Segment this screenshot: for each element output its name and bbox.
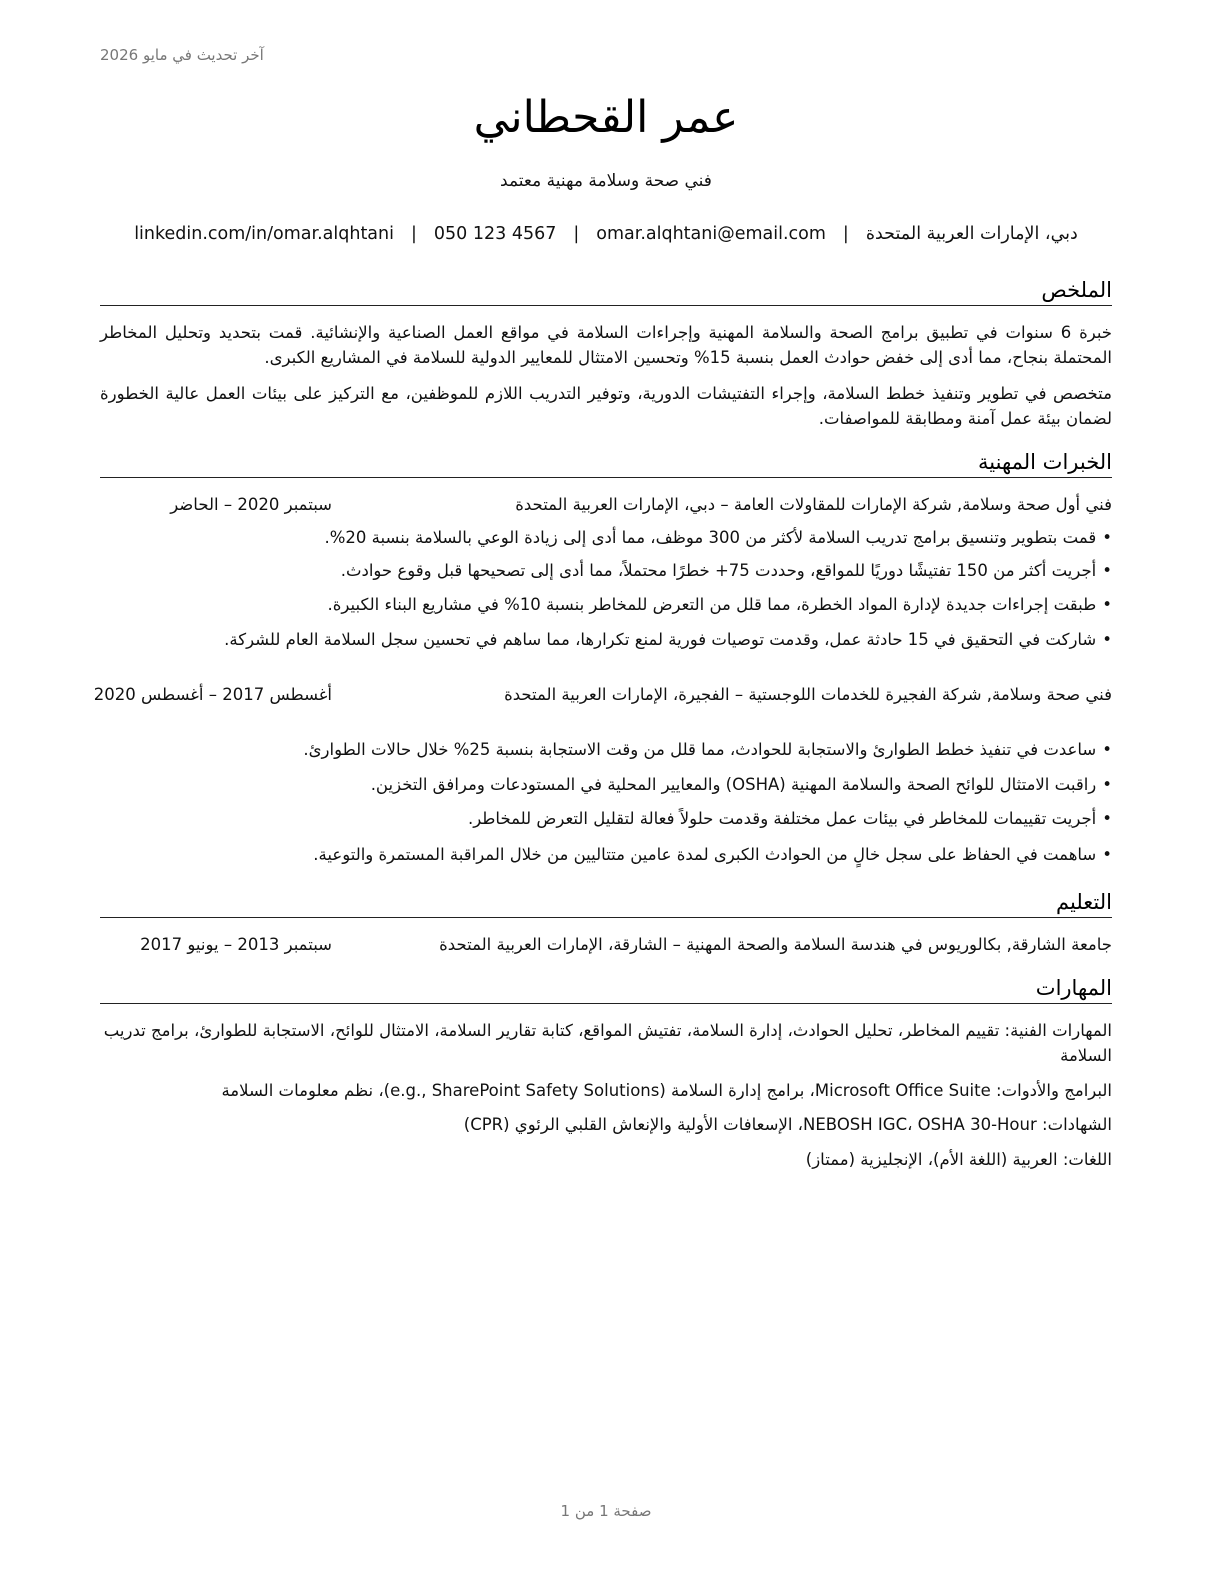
skills-certifications: الشهادات: NEBOSH IGC، OSHA 30-Hour، الإسعافات الأولية والإنعاش القلبي الرئوي (CPR) [463,1115,1112,1134]
last-updated-note: آخر تحديث في مايو 2026 [100,46,264,64]
job-bullet: •طبقت إجراءات جديدة لإدارة المواد الخطرة، مما قلل من التعرض للمخاطر بنسبة 10% في مشاريع البناء الكبيرة. [327,595,1112,614]
contact-line [114,224,1098,244]
candidate-headline: فني صحة وسلامة مهنية معتمد [500,171,712,191]
job-bullet: •أجريت أكثر من 150 تفتيشًا دوريًا للمواقع، وحددت 75+ خطرًا محتملاً، مما أدى إلى تصحيحها قبل وقوع حوادث. [340,561,1112,580]
skills-languages: اللغات: العربية (اللغة الأم)، الإنجليزية (ممتاز) [805,1150,1112,1169]
contact-linkedin[interactable]: linkedin.com/in/omar.alqhtani [134,224,394,244]
contact-location: دبي، الإمارات العربية المتحدة [865,224,1078,244]
section-title-summary: الملخص [100,276,1112,306]
job-bullet: •قمت بتطوير وتنسيق برامج تدريب السلامة لأكثر من 300 موظف، مما أدى إلى زيادة الوعي بالسلامة بنسبة 20%. [324,528,1112,547]
section-title-experience: الخبرات المهنية [100,448,1112,478]
resume-page [93,0,1112,1584]
education-dates: سبتمبر 2013 – يونيو 2017 [140,935,332,954]
job-bullet: •أجريت تقييمات للمخاطر في بيئات عمل مختلفة وقدمت حلولاً فعالة لتقليل التعرض للمخاطر. [467,809,1112,828]
skills-technical: المهارات الفنية: تقييم المخاطر، تحليل الحوادث، إدارة السلامة، تفتيش المواقع، كتابة تقارير السلامة، الامتثال للوائح، الاستجابة للطوارئ، برامج تدريب السلامة [103,1021,1112,1065]
contact-phone[interactable]: 050 123 4567 [433,224,557,244]
job-title: فني صحة وسلامة, شركة الفجيرة للخدمات اللوجستية – الفجيرة، الإمارات العربية المتحدة [504,685,1112,704]
job-bullet: •شاركت في التحقيق في 15 حادثة عمل، وقدمت توصيات فورية لمنع تكرارها، مما ساهم في تحسين سجل السلامة العام للشركة. [224,630,1112,649]
job-bullet: •راقبت الامتثال للوائح الصحة والسلامة المهنية (OSHA) والمعايير المحلية في المستودعات ومرافق التخزين. [370,775,1112,794]
job-title: فني أول صحة وسلامة, شركة الإمارات للمقاولات العامة – دبي، الإمارات العربية المتحدة [515,495,1112,514]
contact-separator: | [573,224,580,244]
candidate-name: عمر القحطاني [473,92,739,143]
skills-tools: البرامج والأدوات: Microsoft Office Suite، برامج إدارة السلامة (e.g., SharePoint Safety Solutions)، نظم معلومات السلامة [221,1081,1112,1100]
section-title-skills: المهارات [100,974,1112,1004]
education-title: جامعة الشارقة, بكالوريوس في هندسة السلامة والصحة المهنية – الشارقة، الإمارات العربية المتحدة [439,935,1112,954]
contact-separator: | [410,224,417,244]
contact-separator: | [842,224,849,244]
summary-paragraph: متخصص في تطوير وتنفيذ خطط السلامة، وإجراء التفتيشات الدورية، وتوفير التدريب اللازم للموظفين، مع التركيز على بيئات العمل عالية الخطورة لضمان بيئة عمل آمنة ومطابقة للمواصفات. [100,384,1112,428]
job-dates: سبتمبر 2020 – الحاضر [170,495,332,514]
section-title-education: التعليم [100,888,1112,918]
page-number: صفحة 1 من 1 [560,1502,652,1520]
job-bullet: •ساهمت في الحفاظ على سجل خالٍ من الحوادث الكبرى لمدة عامين متتاليين من خلال المراقبة المستمرة والتوعية. [313,845,1112,864]
job-bullet: •ساعدت في تنفيذ خطط الطوارئ والاستجابة للحوادث، مما قلل من وقت الاستجابة بنسبة 25% خلال حالات الطوارئ. [303,740,1112,759]
summary-paragraph: خبرة 6 سنوات في تطبيق برامج الصحة والسلامة المهنية وإجراءات السلامة في مواقع العمل الصناعية والإنشائية. قمت بتحديد وتحليل المخاطر المحتملة بنجاح، مما أدى إلى خفض حوادث العمل بنسبة 15% وتحسين الامتثال للمعايير الدولية للسلامة في المشاريع الكبرى. [100,323,1112,367]
contact-email[interactable]: omar.alqhtani@email.com [596,224,826,244]
job-dates: أغسطس 2017 – أغسطس 2020 [93,685,332,704]
